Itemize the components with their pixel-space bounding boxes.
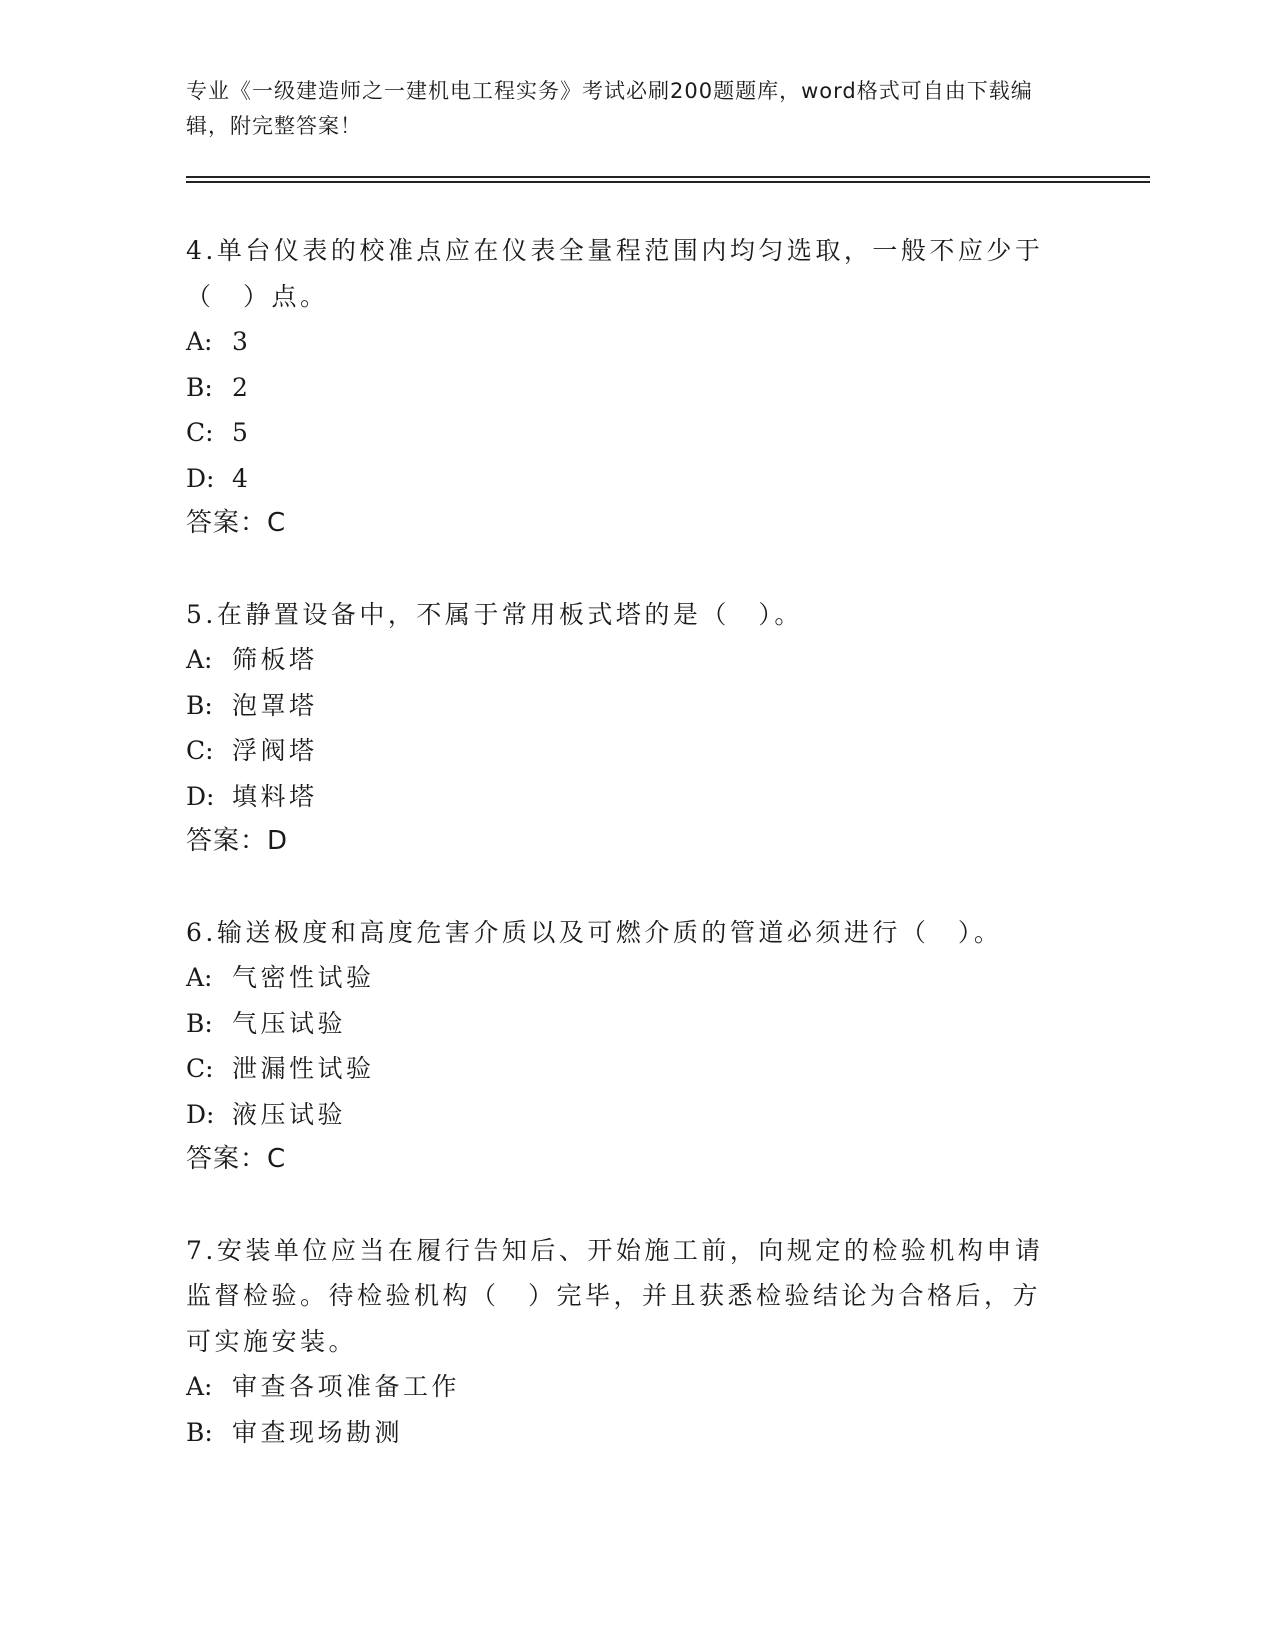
option-b	[186, 683, 1066, 729]
option-letter: B:	[186, 690, 213, 720]
option-text: 气压试验	[232, 1008, 347, 1038]
question-item	[186, 1228, 1066, 1456]
option-text: 审查各项准备工作	[232, 1372, 461, 1401]
option-text: 浮阀塔	[232, 736, 318, 765]
option-letter: A:	[186, 1372, 213, 1401]
option-text: 泄漏性试验	[232, 1054, 375, 1083]
option-letter: C:	[186, 418, 214, 447]
option-letter: A:	[186, 645, 213, 674]
option-letter: A:	[186, 963, 213, 992]
option-d	[186, 456, 1066, 502]
option-a	[186, 955, 1066, 1001]
option-text: 液压试验	[232, 1099, 347, 1129]
option-text: 5	[232, 418, 252, 447]
option-b	[186, 1001, 1066, 1047]
option-letter: B:	[186, 1417, 213, 1447]
option-c	[186, 410, 1066, 456]
option-letter: C:	[186, 1054, 214, 1083]
option-text: 2	[232, 372, 252, 402]
question-stem: 5.在静置设备中，不属于常用板式塔的是（ ）。	[186, 599, 803, 629]
question-stem: 4.单台仪表的校准点应在仪表全量程范围内均匀选取，一般不应少于（ ）点。	[186, 236, 1044, 311]
option-text: 4	[232, 463, 252, 493]
question-stem: 7.安装单位应当在履行告知后、开始施工前，向规定的检验机构申请监督检验。待检验机构（ ）完毕，并且获悉检验结论为合格后，方可实施安装。	[186, 1235, 1044, 1356]
document-header: 专业《一级建造师之一建机电工程实务》考试必刷200题题库，word格式可自由下载编辑，附完整答案！	[186, 79, 1033, 138]
option-letter: B:	[186, 372, 213, 402]
question-item	[186, 910, 1066, 1183]
option-text: 气密性试验	[232, 963, 375, 992]
option-letter: C:	[186, 736, 214, 765]
question-list	[186, 228, 1066, 1500]
question-item	[186, 228, 1066, 547]
option-text: 筛板塔	[232, 645, 318, 674]
option-a	[186, 637, 1066, 683]
option-c	[186, 728, 1066, 774]
question-item	[186, 592, 1066, 865]
answer-line: 答案：C	[186, 1144, 287, 1174]
option-letter: B:	[186, 1008, 213, 1038]
option-text: 3	[232, 327, 252, 356]
option-a	[186, 319, 1066, 365]
option-letter: D:	[186, 463, 215, 493]
option-text: 填料塔	[232, 781, 318, 811]
question-stem: 6.输送极度和高度危害介质以及可燃介质的管道必须进行（ ）。	[186, 917, 1003, 947]
option-letter: D:	[186, 1099, 215, 1129]
option-text: 泡罩塔	[232, 690, 318, 720]
option-c	[186, 1046, 1066, 1092]
option-d	[186, 1092, 1066, 1138]
option-d	[186, 774, 1066, 820]
answer-line: 答案：D	[186, 826, 289, 856]
header-divider-line-secondary	[186, 181, 1150, 183]
option-letter: A:	[186, 327, 213, 356]
option-text: 审查现场勘测	[232, 1417, 404, 1447]
option-b	[186, 1410, 1066, 1456]
option-a	[186, 1364, 1066, 1410]
option-b	[186, 365, 1066, 411]
option-letter: D:	[186, 781, 215, 811]
answer-line: 答案：C	[186, 508, 287, 538]
header-divider-line	[186, 176, 1150, 178]
